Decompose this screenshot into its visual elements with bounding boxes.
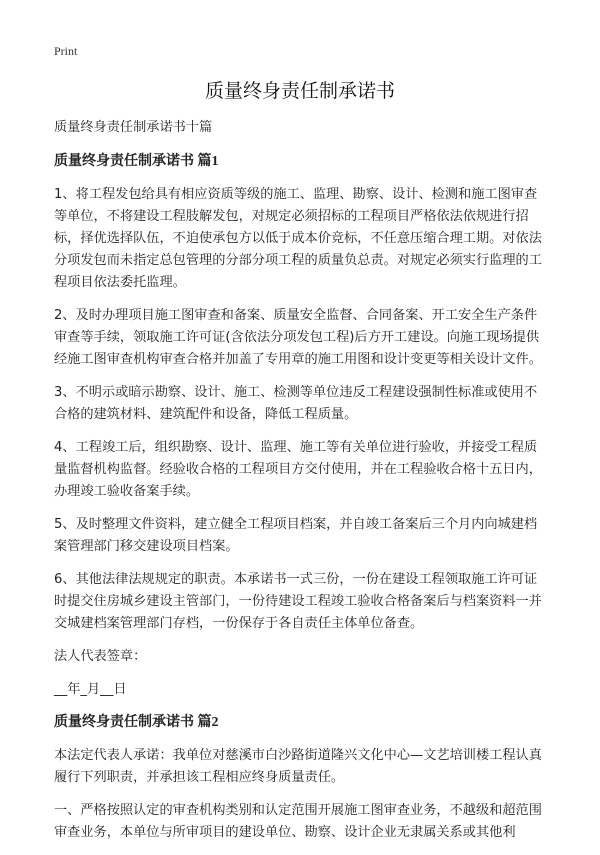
paragraph: 本法定代表人承诺：我单位对慈溪市白沙路街道隆兴文化中心—文艺培训楼工程认真履行下列职责，并承担该工程相应终身质量责任。 [54, 748, 542, 785]
document-title: 质量终身责任制承诺书 [204, 80, 395, 102]
signature-line: 法人代表签章： [54, 649, 147, 664]
paragraph: 4、工程竣工后，组织勘察、设计、监理、施工等有关单位进行验收，并接受工程质量监督机构监督。经验收合格的工程项目方交付使用，并在工程验收合格十五日内，办理竣工验收备案手续。 [54, 440, 542, 499]
document-subtitle: 质量终身责任制承诺书十篇 [54, 120, 213, 135]
document-body [54, 117, 546, 855]
paragraph: 一、严格按照认定的审查机构类别和认定范围开展施工图审查业务，不越级和超范围审查业务，本单位与所审项目的建设单位、勘察、设计企业无隶属关系或其他利 [54, 803, 542, 840]
paragraph: 6、其他法律法规规定的职责。本承诺书一式三份，一份在建设工程领取施工许可证时提交住房城乡建设主管部门，一份待建设工程竣工验收合格备案后与档案资料一并交城建档案管理部门存档，一份保存于各自责任主体单位备查。 [54, 572, 542, 631]
paragraph: 3、不明示或暗示勘察、设计、施工、检测等单位违反工程建设强制性标准或使用不合格的建筑材料、建筑配件和设备，降低工程质量。 [54, 385, 538, 422]
paragraph: 5、及时整理文件资料，建立健全工程项目档案，并自竣工备案后三个月内向城建档案管理部门移交建设项目档案。 [54, 517, 538, 554]
date-line: __年_月__日 [54, 682, 127, 697]
section-heading-1: 质量终身责任制承诺书 篇1 [54, 154, 219, 169]
section-heading-2: 质量终身责任制承诺书 篇2 [54, 715, 219, 730]
paragraph: 2、及时办理项目施工图审查和备案、质量安全监督、合同备案、开工安全生产条件审查等手续，领取施工许可证(含依法分项发包工程)后方开工建设。向施工现场提供经施工图审查机构审查合格并加盖了专用章的施工用图和设计变更等相关设计文件。 [54, 308, 542, 367]
paragraph: 1、将工程发包给具有相应资质等级的施工、监理、勘察、设计、检测和施工图审查等单位，不将建设工程肢解发包，对规定必须招标的工程项目严格依法依规进行招标，择优选择队伍，不迫使承包方以低于成本价竞标，不任意压缩合理工期。对依法分项发包而未指定总包管理的分部分项工程的质量负总责。对规定必须实行监理的工程项目依法委托监理。 [54, 187, 542, 290]
print-link[interactable]: Print [54, 44, 78, 58]
